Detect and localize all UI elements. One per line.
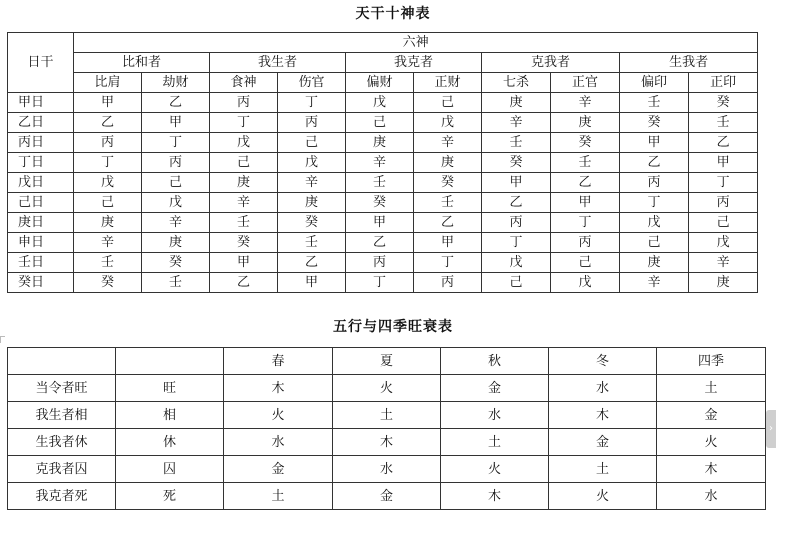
group-header: 克我者: [482, 53, 620, 73]
table-cell: 丙: [278, 113, 346, 133]
table-cell: 癸: [210, 233, 278, 253]
table-cell: 戊: [414, 113, 482, 133]
table-cell: 丙: [620, 173, 689, 193]
table-cell: 丙: [210, 93, 278, 113]
table-cell: 土: [333, 402, 441, 429]
table-cell: 辛: [620, 273, 689, 293]
side-scroll-tab[interactable]: ›: [766, 410, 776, 448]
god-header: 七杀: [482, 73, 551, 93]
table-cell: 丁: [620, 193, 689, 213]
table-cell: 甲: [346, 213, 414, 233]
table-cell: 辛: [74, 233, 142, 253]
table-cell: 己: [482, 273, 551, 293]
table-cell: 丁: [414, 253, 482, 273]
row-label: 戊日: [8, 173, 74, 193]
table-cell: 庚: [414, 153, 482, 173]
table-cell: 丙: [689, 193, 758, 213]
table-row: [8, 253, 758, 273]
table-row: [8, 483, 766, 510]
table-cell: 壬: [620, 93, 689, 113]
table-cell: 火: [333, 375, 441, 402]
table-cell: 壬: [346, 173, 414, 193]
table-cell: 水: [657, 483, 766, 510]
five-elements-table: [7, 347, 766, 510]
table-cell: 丁: [278, 93, 346, 113]
god-header: 伤官: [278, 73, 346, 93]
table-row: [8, 456, 766, 483]
table-cell: 辛: [414, 133, 482, 153]
table-cell: 辛: [142, 213, 210, 233]
table-cell: 壬: [278, 233, 346, 253]
table-cell: 己: [689, 213, 758, 233]
table-cell: 戊: [142, 193, 210, 213]
table-cell: 乙: [689, 133, 758, 153]
table-cell: 土: [657, 375, 766, 402]
table-cell: 丁: [210, 113, 278, 133]
table-cell: 癸: [278, 213, 346, 233]
table-cell: 壬: [142, 273, 210, 293]
table-cell: 戊: [689, 233, 758, 253]
table-cell: 己: [620, 233, 689, 253]
table-cell: 水: [224, 429, 333, 456]
row-label: 申日: [8, 233, 74, 253]
table-cell: 甲: [142, 113, 210, 133]
table-cell: 庚: [620, 253, 689, 273]
row-label: 己日: [8, 193, 74, 213]
god-header: 正财: [414, 73, 482, 93]
season-header: 夏: [333, 348, 441, 375]
table-row: [8, 173, 758, 193]
table-cell: 庚: [74, 213, 142, 233]
table-cell: 丁: [142, 133, 210, 153]
table-cell: 乙: [414, 213, 482, 233]
table-row: [8, 93, 758, 113]
row-label: 丁日: [8, 153, 74, 173]
god-header: 偏印: [620, 73, 689, 93]
table-cell: 辛: [689, 253, 758, 273]
table-cell: 庚: [482, 93, 551, 113]
table-cell: 戊: [482, 253, 551, 273]
season-header: 春: [224, 348, 333, 375]
row-label: 甲日: [8, 93, 74, 113]
god-row: [8, 73, 758, 93]
table-cell: 己: [210, 153, 278, 173]
table-cell: 癸: [414, 173, 482, 193]
table-cell: 土: [441, 429, 549, 456]
table-cell: 金: [441, 375, 549, 402]
table-cell: 金: [333, 483, 441, 510]
table-cell: 辛: [210, 193, 278, 213]
table-row: [8, 193, 758, 213]
table-cell: 水: [333, 456, 441, 483]
row-label: 癸日: [8, 273, 74, 293]
table-cell: 癸: [74, 273, 142, 293]
god-header: 劫财: [142, 73, 210, 93]
table-cell: 辛: [346, 153, 414, 173]
table-cell: 土: [549, 456, 657, 483]
table-cell: 甲: [620, 133, 689, 153]
group-header: 我生者: [210, 53, 346, 73]
table-cell: 丁: [346, 273, 414, 293]
group-row: [8, 53, 758, 73]
table-row: [8, 113, 758, 133]
table-cell: 戊: [210, 133, 278, 153]
table-cell: 戊: [346, 93, 414, 113]
table-cell: 癸: [551, 133, 620, 153]
table-cell: 丙: [551, 233, 620, 253]
god-header: 比肩: [74, 73, 142, 93]
section-title: 五行与四季旺衰表: [333, 319, 453, 335]
table-cell: 庚: [278, 193, 346, 213]
table-cell: 庚: [346, 133, 414, 153]
table-cell: 金: [549, 429, 657, 456]
table-cell: 甲: [210, 253, 278, 273]
table-cell: 辛: [278, 173, 346, 193]
group-header: 比和者: [74, 53, 210, 73]
state-cell: 相: [116, 402, 224, 429]
table-cell: 壬: [74, 253, 142, 273]
table-cell: 乙: [482, 193, 551, 213]
table-cell: 木: [333, 429, 441, 456]
table-cell: 癸: [689, 93, 758, 113]
table-row: [8, 153, 758, 173]
table-cell: 癸: [482, 153, 551, 173]
table-row: [8, 402, 766, 429]
table-cell: 己: [142, 173, 210, 193]
god-header: 正印: [689, 73, 758, 93]
table-cell: 甲: [414, 233, 482, 253]
table-cell: 火: [224, 402, 333, 429]
table-cell: 壬: [689, 113, 758, 133]
table-cell: 壬: [414, 193, 482, 213]
table-cell: 乙: [278, 253, 346, 273]
table-cell: 丙: [142, 153, 210, 173]
table-cell: 己: [551, 253, 620, 273]
table-cell: 己: [74, 193, 142, 213]
table-cell: 水: [549, 375, 657, 402]
table-cell: 庚: [551, 113, 620, 133]
season-header: 冬: [549, 348, 657, 375]
row-label: 庚日: [8, 213, 74, 233]
corner-header: 日干: [8, 33, 74, 93]
table-cell: 乙: [74, 113, 142, 133]
god-header: 偏财: [346, 73, 414, 93]
table-cell: 戊: [278, 153, 346, 173]
table-cell: 乙: [620, 153, 689, 173]
row-label: 我生者相: [8, 402, 116, 429]
table-row: [8, 375, 766, 402]
group-header: 我克者: [346, 53, 482, 73]
table-cell: 辛: [551, 93, 620, 113]
table-cell: 丁: [551, 213, 620, 233]
season-header: [8, 348, 116, 375]
state-cell: 死: [116, 483, 224, 510]
table-cell: 丙: [346, 253, 414, 273]
season-header: [116, 348, 224, 375]
table-cell: 甲: [482, 173, 551, 193]
table-row: [8, 429, 766, 456]
table-cell: 戊: [551, 273, 620, 293]
state-cell: 旺: [116, 375, 224, 402]
table-cell: 木: [657, 456, 766, 483]
table-cell: 丙: [74, 133, 142, 153]
header-row: [8, 33, 758, 53]
god-header: 正官: [551, 73, 620, 93]
table-cell: 庚: [689, 273, 758, 293]
table-cell: 丁: [74, 153, 142, 173]
table-cell: 壬: [210, 213, 278, 233]
table-cell: 辛: [482, 113, 551, 133]
table-cell: 己: [346, 113, 414, 133]
table-cell: 火: [657, 429, 766, 456]
table-row: [8, 213, 758, 233]
table-cell: 土: [224, 483, 333, 510]
row-label: 克我者囚: [8, 456, 116, 483]
table-cell: 乙: [346, 233, 414, 253]
state-cell: 休: [116, 429, 224, 456]
page-title: 天干十神表: [355, 6, 431, 22]
table-cell: 火: [549, 483, 657, 510]
table-cell: 甲: [689, 153, 758, 173]
table-cell: 金: [657, 402, 766, 429]
table-cell: 戊: [620, 213, 689, 233]
row-label: 生我者休: [8, 429, 116, 456]
table-cell: 甲: [74, 93, 142, 113]
table-cell: 火: [441, 456, 549, 483]
table-cell: 金: [224, 456, 333, 483]
corner-mark: [0, 336, 5, 343]
table-row: [8, 233, 758, 253]
god-header: 食神: [210, 73, 278, 93]
table-cell: 戊: [74, 173, 142, 193]
row-label: 当令者旺: [8, 375, 116, 402]
table-cell: 癸: [620, 113, 689, 133]
table-cell: 丁: [482, 233, 551, 253]
table-cell: 乙: [142, 93, 210, 113]
table-cell: 癸: [142, 253, 210, 273]
row-label: 壬日: [8, 253, 74, 273]
table-cell: 甲: [278, 273, 346, 293]
group-header: 生我者: [620, 53, 758, 73]
table-cell: 癸: [346, 193, 414, 213]
season-header: 四季: [657, 348, 766, 375]
table-cell: 水: [441, 402, 549, 429]
row-label: 我克者死: [8, 483, 116, 510]
table-cell: 乙: [551, 173, 620, 193]
ten-gods-table: [7, 32, 758, 293]
table-cell: 庚: [210, 173, 278, 193]
table-cell: 丙: [482, 213, 551, 233]
table-cell: 木: [549, 402, 657, 429]
table-cell: 己: [414, 93, 482, 113]
row-label: 乙日: [8, 113, 74, 133]
table-row: [8, 133, 758, 153]
table-cell: 壬: [551, 153, 620, 173]
table-cell: 己: [278, 133, 346, 153]
header-row: [8, 348, 766, 375]
state-cell: 囚: [116, 456, 224, 483]
season-header: 秋: [441, 348, 549, 375]
table-cell: 庚: [142, 233, 210, 253]
table-cell: 乙: [210, 273, 278, 293]
table-cell: 木: [224, 375, 333, 402]
table-cell: 丁: [689, 173, 758, 193]
table-cell: 木: [441, 483, 549, 510]
six-gods-header: 六神: [74, 33, 758, 53]
table-row: [8, 273, 758, 293]
row-label: 丙日: [8, 133, 74, 153]
table-cell: 壬: [482, 133, 551, 153]
table-cell: 丙: [414, 273, 482, 293]
table-cell: 甲: [551, 193, 620, 213]
